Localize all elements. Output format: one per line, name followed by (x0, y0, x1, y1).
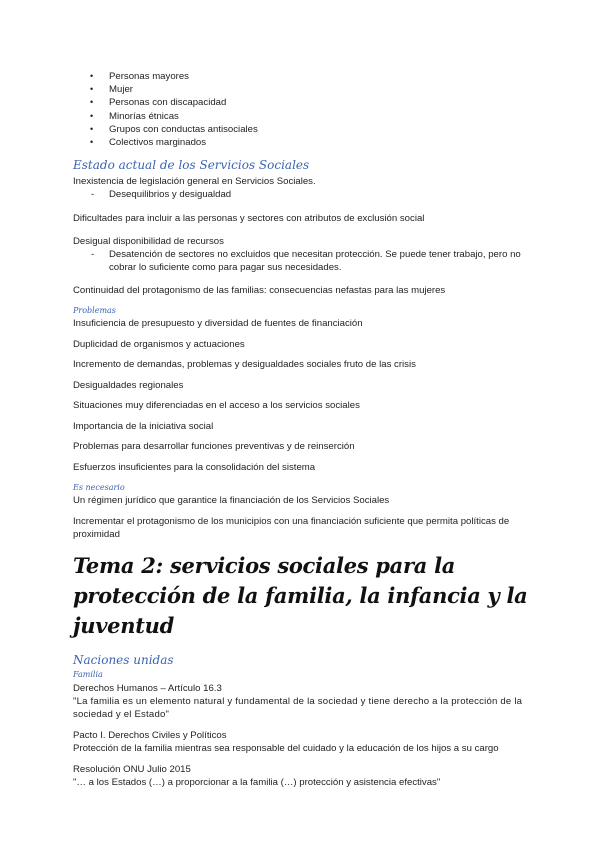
naciones-block (73, 729, 533, 755)
list-item: • Personas con discapacidad (73, 96, 533, 109)
paragraph: Desigualdades regionales (73, 379, 184, 391)
list-item: • Personas mayores (73, 70, 533, 83)
section-heading-naciones: Naciones unidas (73, 652, 174, 667)
list-item: • Minorías étnicas (73, 110, 533, 123)
paragraph: Desigual disponibilidad de recursos (73, 236, 224, 248)
list-item: - Desequilibrios y desigualdad (73, 188, 533, 201)
block-text: "… a los Estados (…) a proporcionar a la familia (…) protección y asistencia efectivas" (73, 776, 441, 788)
list-item: • Grupos con conductas antisociales (73, 123, 533, 136)
block-title: Pacto I. Derechos Civiles y Políticos (73, 729, 227, 741)
block-title: Derechos Humanos – Artículo 16.3 (73, 682, 222, 694)
paragraph: Inexistencia de legislación general en Servicios Sociales. (73, 176, 316, 188)
list-item: • Mujer (73, 83, 533, 96)
block-text: Protección de la familia mientras sea responsable del cuidado y la educación de los hijos a su cargo (73, 742, 499, 754)
dash-list (73, 188, 533, 201)
paragraph: Duplicidad de organismos y actuaciones (73, 338, 245, 350)
paragraph: Un régimen jurídico que garantice la financiación de los Servicios Sociales (73, 494, 390, 506)
paragraph: Situaciones muy diferenciadas en el acceso a los servicios sociales (73, 400, 360, 412)
naciones-block (73, 763, 533, 789)
subsection-heading-familia: Familia (73, 669, 103, 679)
paragraph: Incremento de demandas, problemas y desigualdades sociales fruto de las crisis (73, 359, 416, 371)
paragraph: Importancia de la iniciativa social (73, 420, 214, 432)
paragraph: Continuidad del protagonismo de las familias: consecuencias nefastas para las mujeres (73, 285, 446, 297)
paragraph: Incrementar el protagonismo de los municipios con una financiación suficiente que permita políticas de proximidad (73, 515, 510, 540)
section-heading-necesario: Es necesario (73, 482, 125, 492)
paragraph: Insuficiencia de presupuesto y diversidad de fuentes de financiación (73, 318, 363, 330)
page-content (73, 70, 533, 789)
list-item: • Colectivos marginados (73, 136, 533, 149)
dash-list (73, 248, 533, 274)
block-title: Resolución ONU Julio 2015 (73, 763, 191, 775)
paragraph: Problemas para desarrollar funciones preventivas y de reinserción (73, 441, 355, 453)
list-item: - Desatención de sectores no excluidos que necesitan protección. Se puede tener trabajo, pero no cobrar lo suficiente como para pagar sus necesidades. (73, 248, 533, 274)
bullet-list (73, 70, 533, 149)
naciones-block (73, 682, 533, 721)
section-heading-estado: Estado actual de los Servicios Sociales (73, 158, 310, 173)
problemas-list (73, 317, 533, 474)
page-title: Tema 2: servicios sociales para la protección de la familia, la infancia y la juventud (73, 552, 528, 638)
paragraph: Esfuerzos insuficientes para la consolidación del sistema (73, 461, 316, 473)
section-heading-problemas: Problemas (73, 306, 116, 316)
paragraph: Dificultades para incluir a las personas y sectores con atributos de exclusión social (73, 213, 425, 225)
block-text: "La familia es un elemento natural y fundamental de la sociedad y tiene derecho a la protección de la sociedad y el Estado" (73, 695, 523, 720)
